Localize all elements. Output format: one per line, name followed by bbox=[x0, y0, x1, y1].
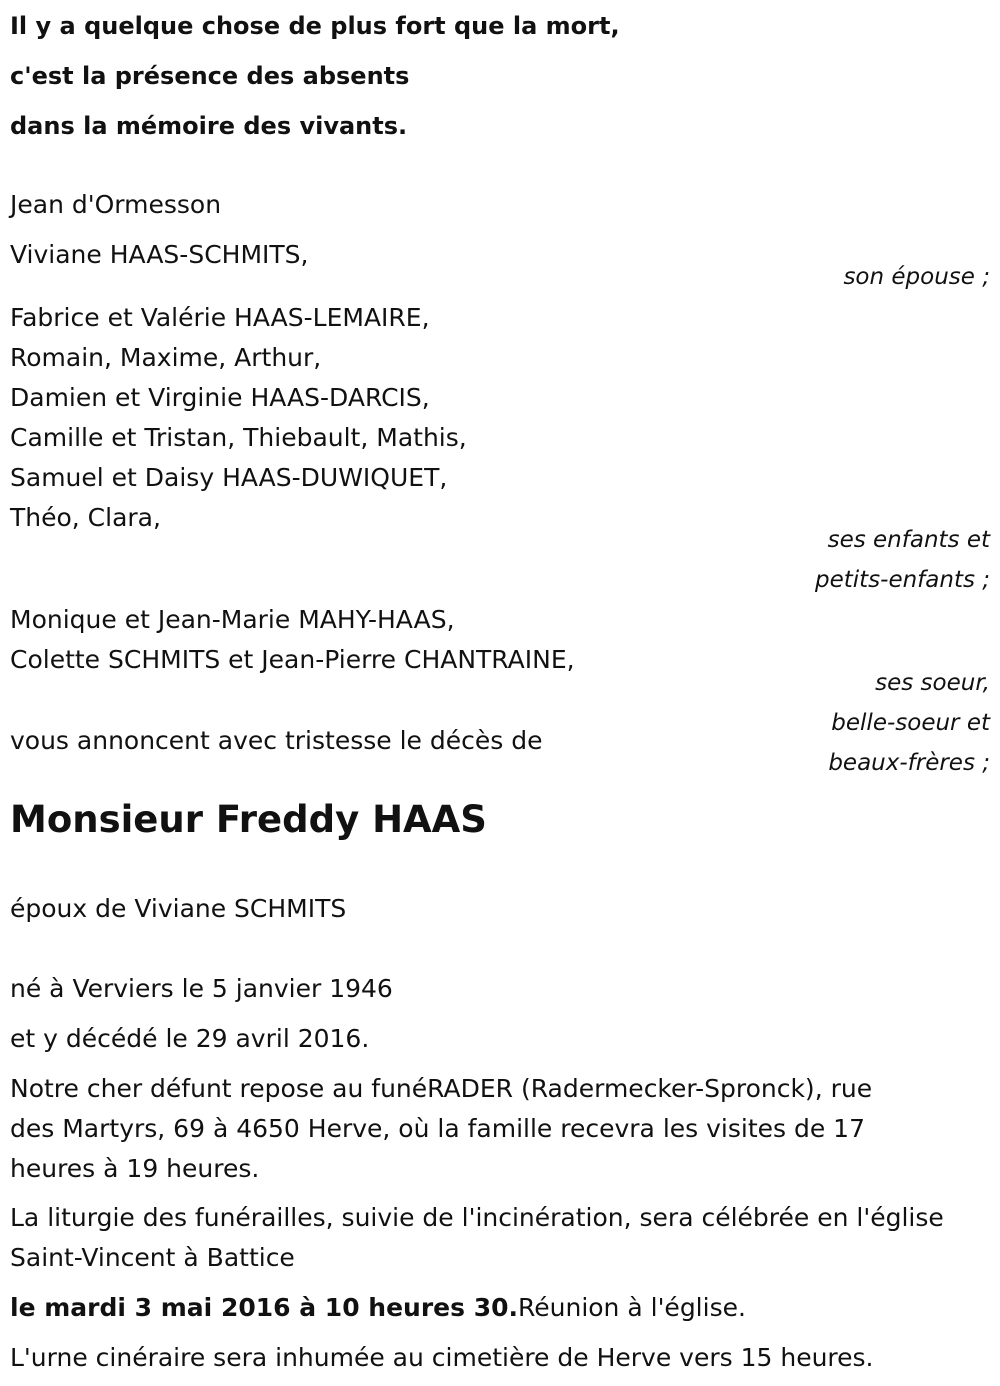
child-line: Damien et Virginie HAAS-DARCIS, bbox=[10, 383, 430, 412]
siblings-role-3: beaux-frères ; bbox=[828, 750, 990, 776]
children-role-1: ses enfants et bbox=[827, 527, 990, 553]
quote-author: Jean d'Ormesson bbox=[10, 190, 222, 219]
sibling-line: Monique et Jean-Marie MAHY-HAAS, bbox=[10, 605, 455, 634]
ceremony-date: le mardi 3 mai 2016 à 10 heures 30. bbox=[10, 1293, 518, 1322]
ceremony-line bbox=[10, 1293, 746, 1322]
urn-info: L'urne cinéraire sera inhumée au cimetière de Herve vers 15 heures. bbox=[10, 1343, 874, 1372]
deceased-name: Monsieur Freddy HAAS bbox=[10, 798, 487, 841]
siblings-role-2: belle-soeur et bbox=[831, 710, 990, 736]
quote-line-1: Il y a quelque chose de plus fort que la mort, bbox=[10, 12, 620, 40]
death-info: et y décédé le 29 avril 2016. bbox=[10, 1024, 370, 1053]
spouse-name: Viviane HAAS-SCHMITS, bbox=[10, 240, 309, 269]
spouse-of: époux de Viviane SCHMITS bbox=[10, 894, 347, 923]
siblings-role-1: ses soeur, bbox=[875, 670, 990, 696]
child-line: Camille et Tristan, Thiebault, Mathis, bbox=[10, 423, 467, 452]
spouse-role: son épouse ; bbox=[843, 264, 990, 290]
liturgy-line-1: La liturgie des funérailles, suivie de l'incinération, sera célébrée en l'église bbox=[10, 1203, 944, 1232]
announcement-intro: vous annoncent avec tristesse le décès de bbox=[10, 726, 543, 755]
liturgy-line-2: Saint-Vincent à Battice bbox=[10, 1243, 295, 1272]
sibling-line: Colette SCHMITS et Jean-Pierre CHANTRAINE, bbox=[10, 645, 575, 674]
repose-line-2: des Martyrs, 69 à 4650 Herve, où la famille recevra les visites de 17 bbox=[10, 1114, 865, 1143]
child-line: Théo, Clara, bbox=[10, 503, 161, 532]
child-line: Romain, Maxime, Arthur, bbox=[10, 343, 322, 372]
birth-info: né à Verviers le 5 janvier 1946 bbox=[10, 974, 393, 1003]
repose-line-3: heures à 19 heures. bbox=[10, 1154, 260, 1183]
quote-line-3: dans la mémoire des vivants. bbox=[10, 112, 408, 140]
meeting-info: Réunion à l'église. bbox=[518, 1293, 746, 1322]
children-role-2: petits-enfants ; bbox=[814, 567, 990, 593]
quote-line-2: c'est la présence des absents bbox=[10, 62, 410, 90]
repose-line-1: Notre cher défunt repose au funéRADER (Radermecker-Spronck), rue bbox=[10, 1074, 873, 1103]
child-line: Fabrice et Valérie HAAS-LEMAIRE, bbox=[10, 303, 430, 332]
child-line: Samuel et Daisy HAAS-DUWIQUET, bbox=[10, 463, 448, 492]
